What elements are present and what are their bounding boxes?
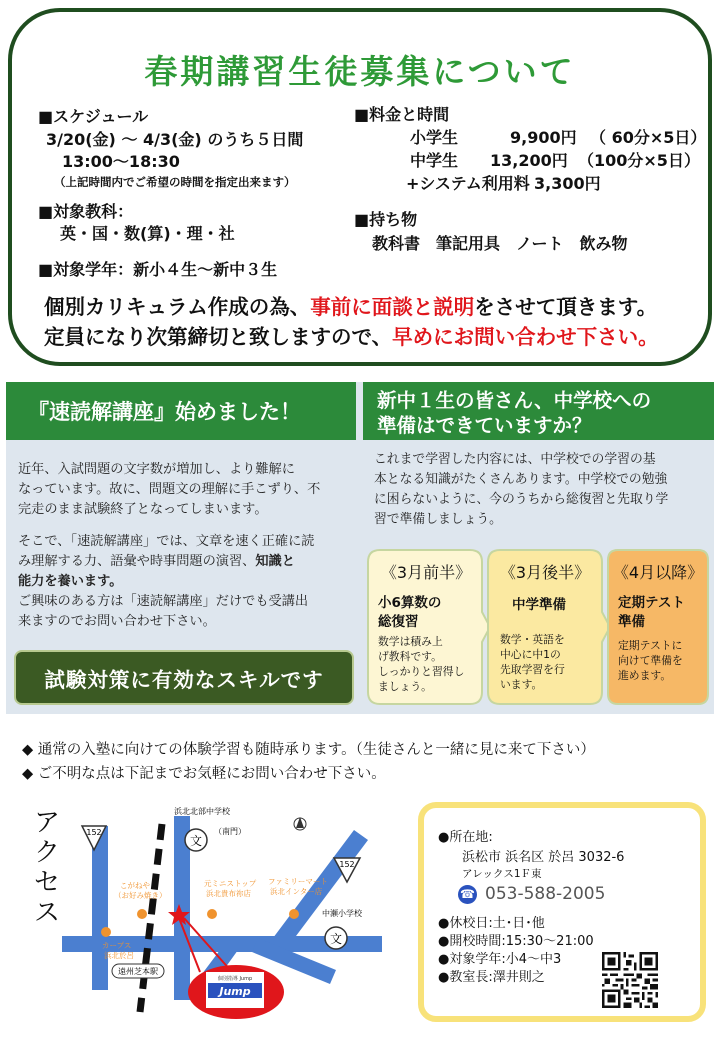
- target-line: ●対象学年:小4～中3: [438, 952, 562, 967]
- schedule-dates: 3/20(金) ～ 4/3(金) のうち５日間: [46, 130, 304, 149]
- holiday-line: ●休校日:土･日･他: [438, 916, 545, 931]
- address-line2: アレックス1Ｆ東: [462, 868, 542, 880]
- system-fee-price: 3,300円: [534, 174, 601, 193]
- para2-bold: 知識と: [255, 554, 295, 569]
- phone-line[interactable]: [458, 884, 605, 904]
- card-body-line: います。: [500, 678, 543, 691]
- para2-line: そこで、「速読解講座」では、文章を速く正確に読: [18, 534, 315, 549]
- map-label: ファミリーマート: [268, 877, 328, 886]
- card-early-march: [366, 548, 486, 706]
- speed-reading-para1: [18, 460, 320, 520]
- phone-icon: ☎: [458, 885, 477, 904]
- subjects-value: 英・国・数(算)・理・社: [60, 224, 235, 243]
- head-line: ●教室長:澤井則之: [438, 970, 545, 985]
- qr-code-icon[interactable]: [602, 952, 658, 1008]
- map-label: カープス: [102, 941, 132, 950]
- hours-line: ●開校時間:15:30～21:00: [438, 934, 594, 949]
- para2-text: み理解する力、語彙や時事問題の演習、: [18, 554, 256, 569]
- access-map: [62, 800, 412, 1030]
- courses-section: [6, 382, 714, 714]
- card-heading-line: 定期テスト: [618, 595, 685, 611]
- map-label: （お好み焼き）: [114, 891, 167, 900]
- page-title: 春期講習生徒募集について: [144, 52, 576, 91]
- map-label: 浜北北部中学校: [174, 807, 230, 816]
- para1-line: なっています。故に、問題文の理解に手こずり、不: [18, 482, 321, 497]
- card-heading-line: 総復習: [378, 614, 419, 630]
- items-value: 教科書 筆記用具 ノート 飲み物: [372, 234, 628, 253]
- bullet-trial: ◆ 通常の入塾に向けての体験学習も随時承ります。（生徒さんと一緒に見に来て下さい）: [22, 742, 595, 758]
- card-heading-line: 準備: [618, 614, 645, 630]
- items-heading: ■持ち物: [354, 210, 418, 229]
- card-body-line: ましょう。: [378, 680, 432, 693]
- para2-line: [18, 552, 314, 572]
- card-body-line: 向けて準備を: [618, 654, 683, 667]
- bullet-contact: ◆ ご不明な点は下記までお気軽にお問い合わせ下さい。: [22, 766, 386, 782]
- card-heading: [378, 594, 441, 632]
- junior-prep-header-line2: 準備はできていますか？: [377, 414, 592, 437]
- announcement-box: [8, 8, 712, 366]
- notice-capacity-pre: 定員になり次第締切と致しますので、: [44, 325, 393, 349]
- address-line1: 浜松市 浜名区 於呂 3032-6: [462, 850, 625, 865]
- grade-text: ■対象学年：新小４生～新中３生: [38, 260, 278, 279]
- speed-reading-header: 『速読解講座』始めました！: [6, 382, 356, 440]
- card-body-line: しっかりと習得し: [378, 665, 465, 678]
- route-label: 152: [86, 828, 102, 837]
- para1-line: 完走のまま試験終了となってしまいます。: [18, 502, 268, 517]
- phone-number[interactable]: 053-588-2005: [485, 884, 606, 904]
- school-sign-name: Jump: [219, 985, 251, 998]
- notice-capacity-emphasis: 早めにお問い合わせ下さい。: [392, 325, 659, 349]
- map-label: 浜北貴布祢店: [206, 889, 251, 898]
- map-label: （南門）: [214, 827, 246, 836]
- card-body-line: げ教科です。: [378, 650, 442, 663]
- fee-label-elementary: 小学生: [410, 128, 459, 147]
- fee-label-junior: 中学生: [410, 151, 459, 170]
- school-icon-char: 文: [189, 834, 203, 848]
- fee-detail-elementary: （ 60分×5日）: [590, 128, 707, 147]
- poi-dot: [101, 927, 111, 937]
- para3-line: ご興味のある方は「速読解講座」だけでも受講出: [18, 594, 309, 609]
- junior-prep-header-line1: 新中１生の皆さん、中学校への: [377, 389, 652, 412]
- system-fee-label: +システム利用料: [406, 174, 530, 193]
- para3-line: 来ますのでお問い合わせ下さい。: [18, 614, 216, 629]
- card-heading: [618, 594, 685, 632]
- intro-line: に困らないように、今のうちから総復習と先取り学: [374, 492, 669, 507]
- card-heading: 中学準備: [512, 597, 566, 613]
- poi-dot: [289, 909, 299, 919]
- notice-interview-post: をさせて頂きます。: [474, 295, 658, 319]
- subjects-heading: ■対象教科：: [38, 202, 134, 221]
- school-icon-char: 文: [329, 932, 343, 946]
- fees-heading: ■料金と時間: [354, 105, 450, 124]
- poi-dot: [207, 909, 217, 919]
- access-label: アクセス: [34, 808, 61, 928]
- card-april: [606, 548, 710, 706]
- card-late-march: [486, 548, 608, 706]
- poi-dots: [101, 909, 299, 937]
- card-title: 《3月後半》: [499, 563, 591, 582]
- fee-detail-junior: （100分×5日）: [578, 151, 700, 170]
- card-body-line: 定期テストに: [618, 639, 683, 652]
- map-label: 元ミニストップ: [204, 879, 257, 888]
- junior-prep-intro: [374, 450, 668, 530]
- skill-banner: 試験対策に有効なスキルです: [14, 650, 354, 705]
- notice-capacity: [44, 320, 659, 350]
- card-body: [618, 638, 683, 683]
- map-label: 浜北於呂: [104, 951, 134, 960]
- para2-line: [18, 572, 314, 592]
- speed-reading-para2: [18, 532, 314, 632]
- intro-line: 本となる知識がたくさんあります。中学校での勉強: [374, 472, 668, 487]
- station-label: 遠州芝本駅: [118, 967, 158, 976]
- para2-bold2: 能力を養います。: [18, 574, 123, 589]
- notice-interview-emphasis: 事前に面談と説明: [310, 295, 475, 319]
- card-title: 《4月以降》: [612, 563, 704, 582]
- map-label: 浜北インター店: [270, 887, 323, 896]
- card-title: 《3月前半》: [380, 563, 472, 582]
- card-body: [500, 632, 565, 692]
- notice-interview-pre: 個別カリキュラム作成の為、: [44, 295, 311, 319]
- address-heading: ●所在地:: [438, 830, 493, 845]
- intro-line: 習で準備しましょう。: [374, 512, 502, 527]
- schedule-note: （上記時間内でご希望の時間を指定出来ます）: [54, 175, 296, 189]
- schedule-heading: ■スケジュール: [38, 107, 149, 126]
- card-body: [378, 634, 464, 694]
- card-heading-line: 小6算数の: [378, 595, 442, 611]
- map-label: 中瀬小学校: [322, 909, 362, 918]
- card-body-line: 先取学習を行: [500, 663, 565, 676]
- fee-price-elementary: 9,900円: [510, 128, 577, 147]
- para1-line: 近年、入試問題の文字数が増加し、より難解に: [18, 462, 295, 477]
- card-body-line: 中心に中1の: [500, 648, 561, 661]
- card-body-line: 進めます。: [618, 669, 672, 682]
- fee-price-junior: 13,200円: [490, 151, 568, 170]
- route-label: 152: [339, 860, 355, 869]
- card-body-line: 数学は積み上: [378, 635, 443, 648]
- intro-line: これまで学習した内容には、中学校での学習の基: [374, 452, 656, 467]
- schedule-time: 13:00～18:30: [62, 152, 180, 171]
- card-body-line: 数学・英語を: [500, 633, 565, 646]
- poi-dot: [137, 909, 147, 919]
- contact-info-box: [418, 802, 706, 1022]
- school-sign-top: 個別指導 Jump: [217, 976, 253, 982]
- junior-prep-header: [363, 382, 714, 440]
- notice-interview: [44, 290, 657, 320]
- map-label: こがねや: [120, 881, 150, 890]
